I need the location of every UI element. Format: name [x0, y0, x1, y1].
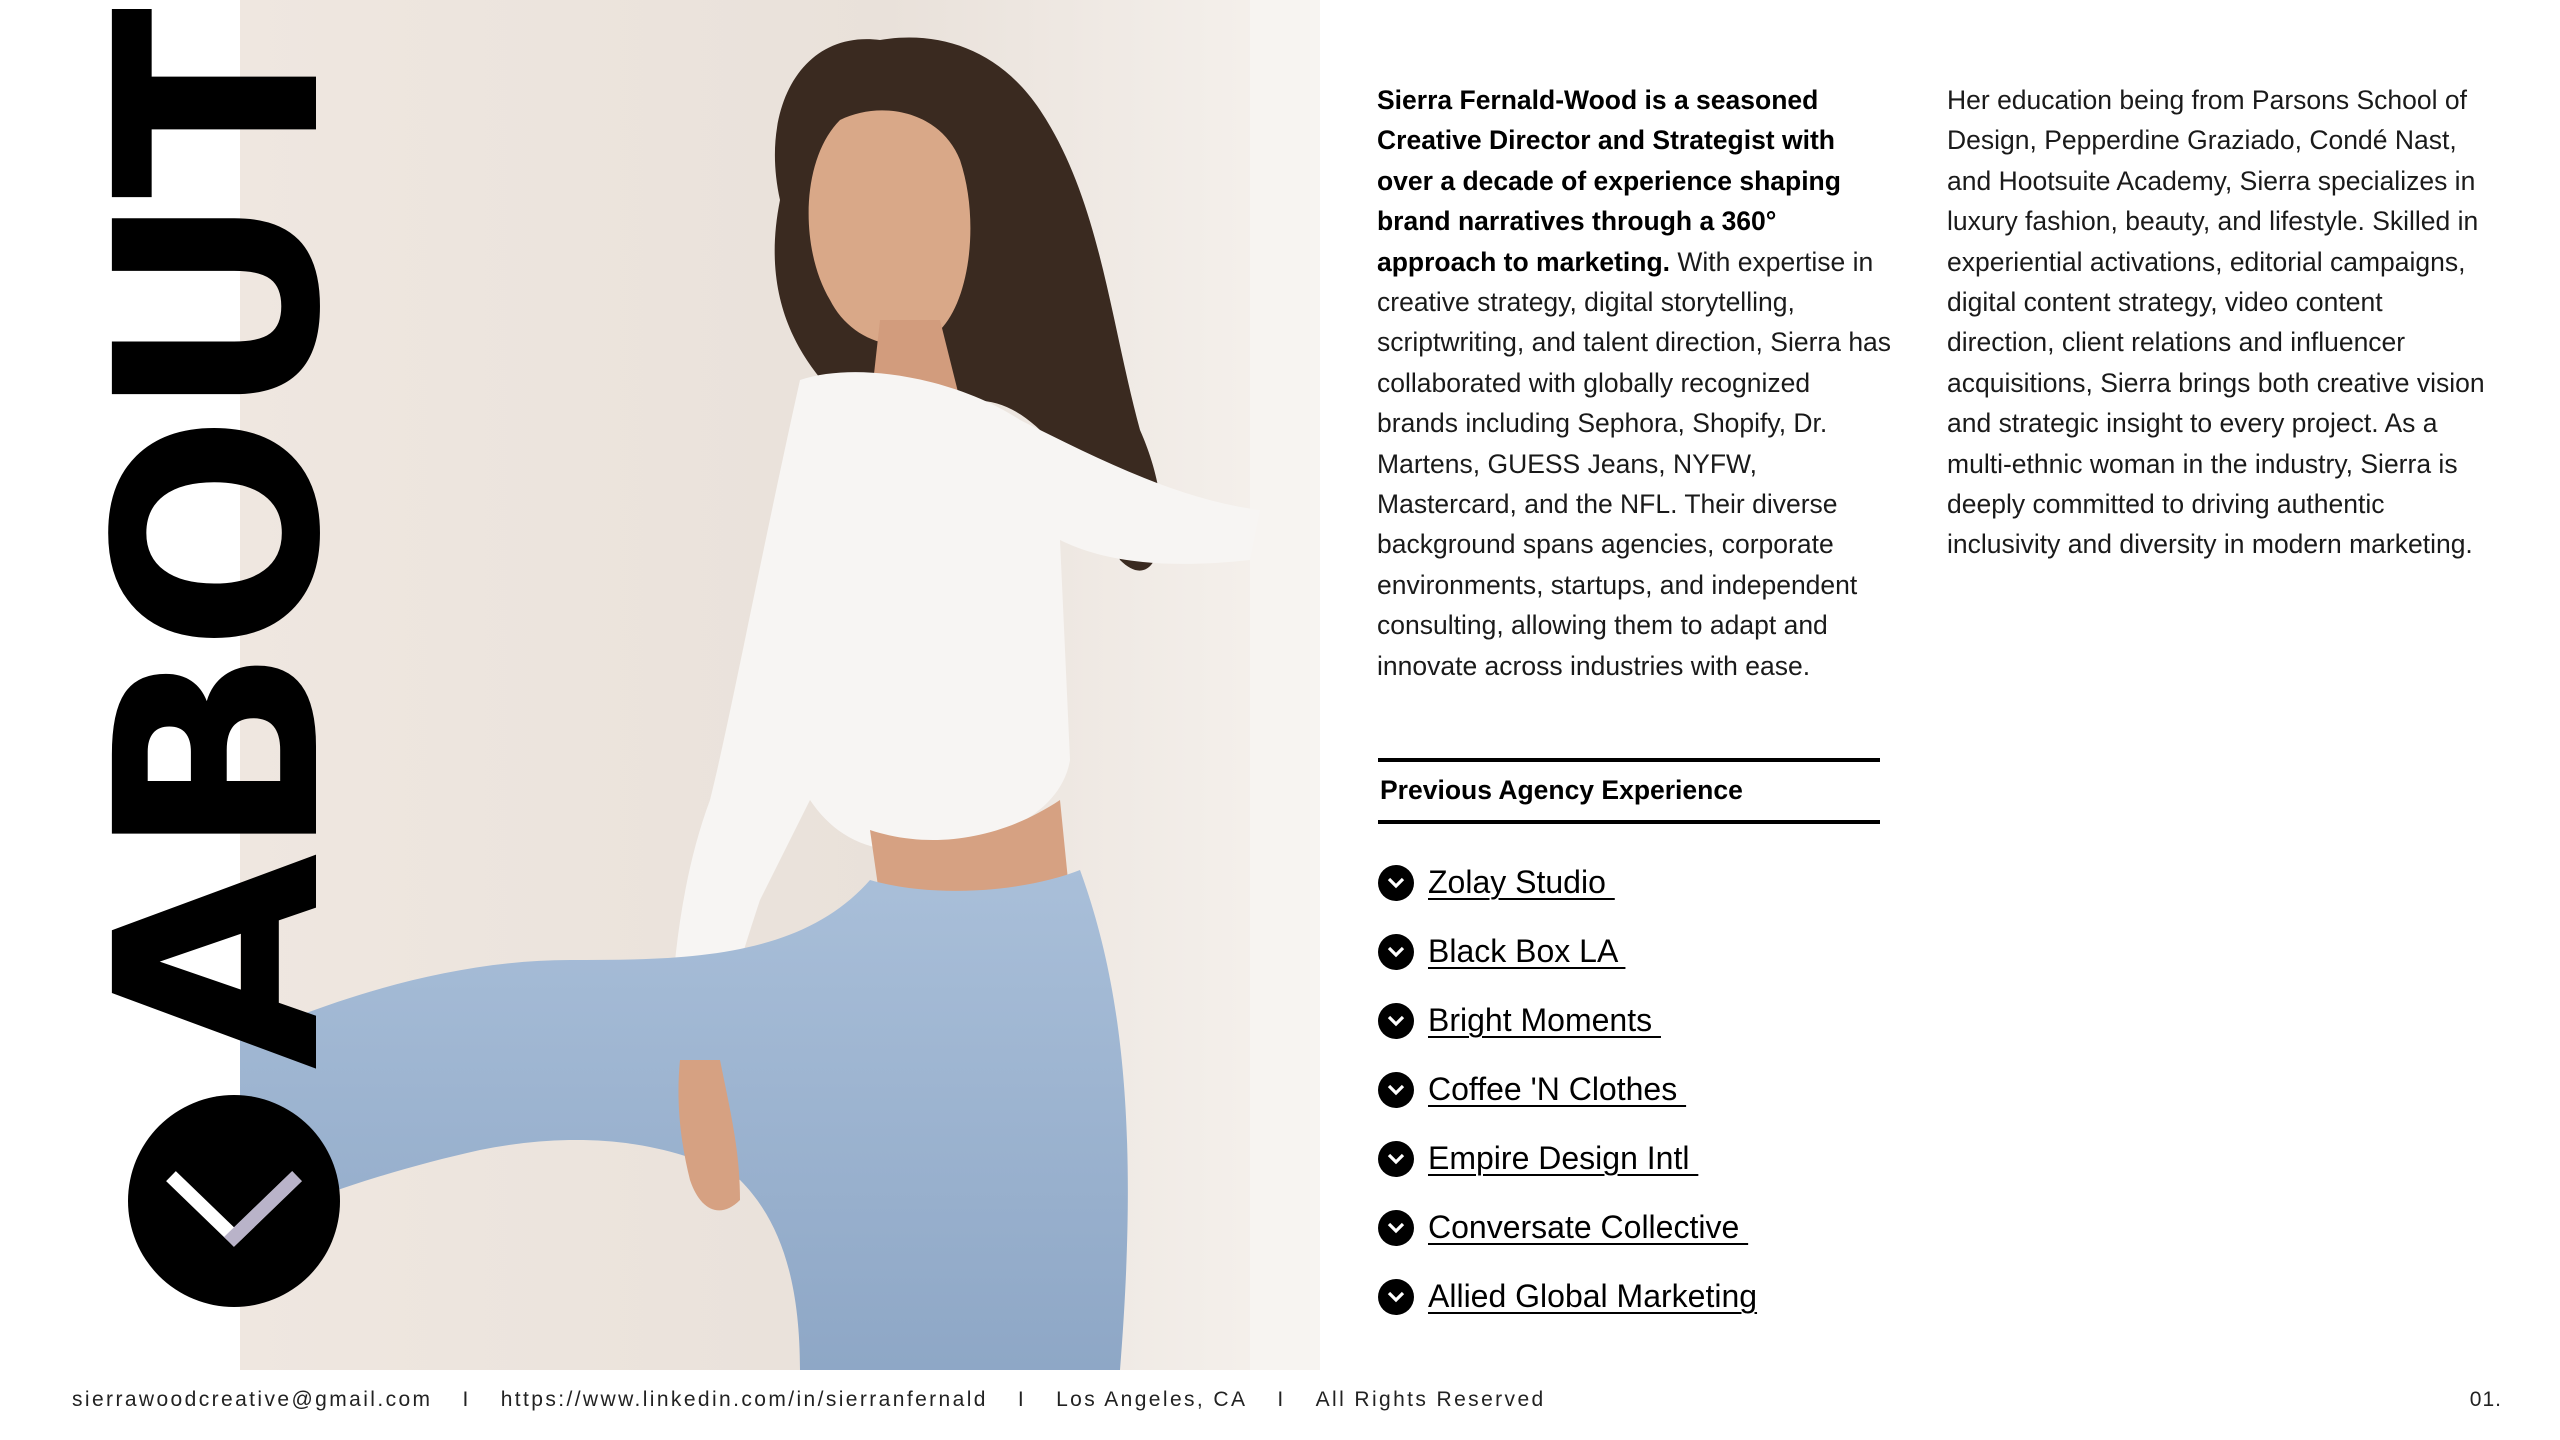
list-item[interactable] — [1378, 1055, 1757, 1124]
agency-link-zolay-studio[interactable]: Zolay Studio — [1428, 864, 1615, 900]
bio-intro-rest: With expertise in creative strategy, digital storytelling, scriptwriting, and talent direction, Sierra has collaborated with globally recognized brands including Sephora, Shopify, Dr. Martens, GUESS Jeans, NYFW, Mastercard, and the NFL. Their diverse background spans agencies, corporate environments, startups, and independent consulting, allowing them to adapt and innovate across industries with ease. — [1377, 246, 1892, 681]
list-item[interactable] — [1378, 986, 1757, 1055]
agency-link-allied-global-marketing[interactable]: Allied Global Marketing — [1428, 1278, 1758, 1314]
footer-rights: All Rights Reserved — [1315, 1388, 1546, 1411]
chevron-down-circle-icon — [1378, 934, 1414, 970]
agency-link-black-box-la[interactable]: Black Box LA — [1428, 933, 1626, 969]
list-item[interactable] — [1378, 1262, 1757, 1331]
agency-link-bright-moments[interactable]: Bright Moments — [1428, 1002, 1661, 1038]
chevron-down-circle-icon — [1378, 1141, 1414, 1177]
chevron-down-circle-icon — [1378, 1210, 1414, 1246]
chevron-down-circle-icon — [1378, 1003, 1414, 1039]
chevron-down-circle-icon — [1378, 865, 1414, 901]
footer-linkedin[interactable]: https://www.linkedin.com/in/sierranfernald — [500, 1388, 988, 1411]
list-item[interactable] — [1378, 917, 1757, 986]
list-item[interactable] — [1378, 1193, 1757, 1262]
footer — [72, 1388, 1546, 1412]
page-number: 01. — [2469, 1388, 2502, 1411]
chevron-down-circle-icon — [1378, 1072, 1414, 1108]
agency-list — [1378, 848, 1757, 1331]
agency-link-coffee-n-clothes[interactable]: Coffee 'N Clothes — [1428, 1071, 1687, 1107]
list-item[interactable] — [1378, 848, 1757, 917]
page-title: ABOUT — [57, 13, 383, 1070]
portrait-illustration — [240, 0, 1320, 1370]
footer-separator: I — [1277, 1388, 1286, 1411]
bio-education: Her education being from Parsons School of Design, Pepperdine Graziado, Condé Nast, and Hootsuite Academy, Sierra specializes in luxury fashion, beauty, and lifestyle. Skilled in experiential activations, editorial campaigns, digital content strategy, video content direction, client relations and influencer acquisitions, Sierra brings both creative vision and strategic insight to every project. As a multi-ethnic woman in the industry, Sierra is deeply committed to driving authentic inclusivity and diversity in modern marketing. — [1947, 85, 2485, 560]
bio-intro-bold: Sierra Fernald-Wood is a seasoned Creative Director and Strategist with over a decade of experience shaping brand narratives through a 360° approach to marketing. — [1377, 85, 1841, 277]
footer-email[interactable]: sierrawoodcreative@gmail.com — [72, 1388, 433, 1411]
chevron-down-icon — [128, 1095, 340, 1307]
footer-location: Los Angeles, CA — [1056, 1388, 1248, 1411]
footer-separator: I — [1017, 1388, 1027, 1411]
portrait-photo — [240, 0, 1320, 1370]
bio-intro — [1377, 80, 1897, 686]
list-item[interactable] — [1378, 1124, 1757, 1193]
footer-separator: I — [462, 1388, 471, 1411]
agency-link-conversate-collective[interactable]: Conversate Collective — [1428, 1209, 1749, 1245]
chevron-down-circle-icon — [1378, 1279, 1414, 1315]
experience-heading: Previous Agency Experience — [1378, 758, 1880, 824]
agency-link-empire-design-intl[interactable]: Empire Design Intl — [1428, 1140, 1699, 1176]
